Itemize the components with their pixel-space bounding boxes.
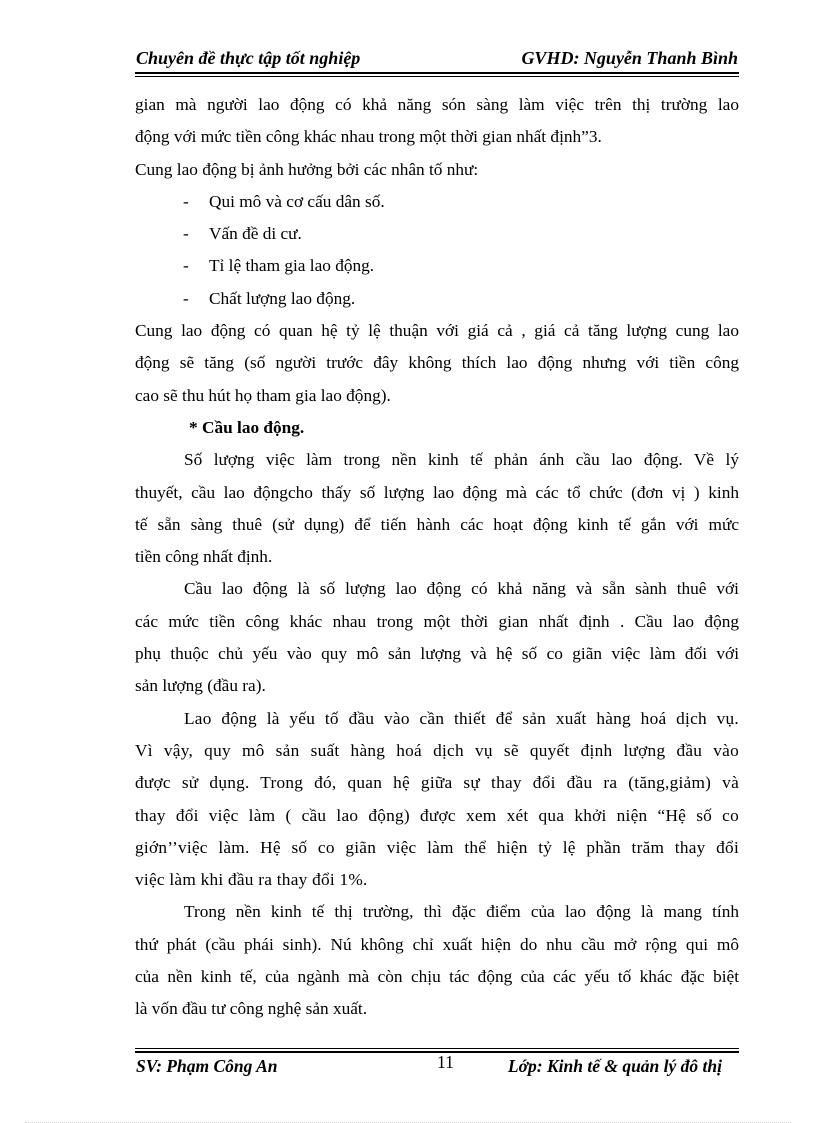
bullet-dash: - [183,256,189,276]
header-title: Chuyên đề thực tập tốt nghiệp [136,48,361,68]
page-body [135,89,739,1026]
footer-rule-thin [135,1048,739,1049]
text-line: thay đổi việc làm ( cầu lao động) được xem xét qua khởi niện “Hệ số co [135,805,739,825]
list-item [135,283,739,315]
text-line: thứ phát (cầu phái sinh). Nú không chỉ xuất hiện do nhu cầu mở rộng qui mô [135,934,739,954]
text-line: tế sẵn sàng thuê (sử dụng) để tiến hành các hoạt động kinh tế gắn với mức [135,514,739,534]
page-number: 11 [437,1052,454,1072]
section-heading: * Cầu lao động. [189,417,305,437]
text-line: động với mức tiền công khác nhau trong một thời gian nhất định”3. [135,127,602,147]
text-line: phụ thuộc chủ yếu vào quy mô sản lượng và hệ số co giãn việc làm đối với [135,644,739,664]
text-line: Cung lao động có quan hệ tỷ lệ thuận với giá cả , giá cả tăng lượng cung lao [135,321,739,341]
list-item-text: Chất lượng lao động. [209,288,356,308]
footer-class: Lớp: Kinh tế & quản lý đô thị [507,1056,722,1076]
text-line: các mức tiền công khác nhau trong một thời gian nhất định . Cầu lao động [135,611,739,631]
list-item-text: Qui mô và cơ cấu dân số. [209,191,385,211]
footer-student: SV: Phạm Công An [136,1056,278,1076]
text-line: sản lượng (đầu ra). [135,676,266,696]
list-item-text: Tỉ lệ tham gia lao động. [209,256,375,276]
text-line: động sẽ tăng (số người trước đây không thích lao động nhưng với tiền công [135,353,739,373]
list-item [135,250,739,282]
text-line: gian mà người lao động có khả năng són sàng làm việc trên thị trường lao [135,95,739,114]
text-line: tiền công nhất định. [135,547,273,567]
page-header [135,46,739,72]
text-line: của nền kinh tế, của ngành mà còn chịu tác động của các yếu tố khác đặc biệt [135,967,739,987]
text-line: Cung lao động bị ảnh hưởng bởi các nhân tố như: [135,159,479,179]
text-line: thuyết, cầu lao độngcho thấy số lượng lao động mà các tổ chức (đơn vị ) kinh [135,482,739,502]
text-line: giớn’’việc làm. Hệ số co giãn việc làm thể hiện tỷ lệ phần trăm thay đổi [135,837,739,857]
header-rule [135,72,739,74]
text-line: việc làm khi đầu ra thay đổi 1%. [135,870,368,890]
bullet-dash: - [183,224,189,244]
bullet-dash: - [183,191,189,211]
header-advisor: GVHD: Nguyễn Thanh Bình [521,48,738,68]
text-line: Vì vậy, quy mô sản suất hàng hoá dịch vụ sẽ quyết định lượng đầu vào [135,740,739,760]
text-line: cao sẽ thu hút họ tham gia lao động). [135,385,391,405]
list-item [135,186,739,218]
text-line: Số lượng việc làm trong nền kinh tế phản ánh cầu lao động. Về lý [184,450,739,470]
text-line: Cầu lao động là số lượng lao động có khả năng và sẵn sành thuê với [184,579,739,599]
bullet-dash: - [183,288,189,308]
text-line: được sử dụng. Trong đó, quan hệ giữa sự thay đổi đầu ra (tăng,giảm) và [135,773,739,793]
list-item [135,218,739,250]
list-item-text: Vấn đề di cư. [209,224,302,244]
header-rule-thin [135,76,739,77]
text-line: Lao động là yếu tố đầu vào cần thiết để sản xuất hàng hoá dịch vụ. [184,708,739,728]
page-footer [135,1048,739,1076]
text-line: là vốn đầu tư công nghệ sản xuất. [135,999,368,1019]
text-line: Trong nền kinh tế thị trường, thì đặc điểm của lao động là mang tính [184,902,739,922]
